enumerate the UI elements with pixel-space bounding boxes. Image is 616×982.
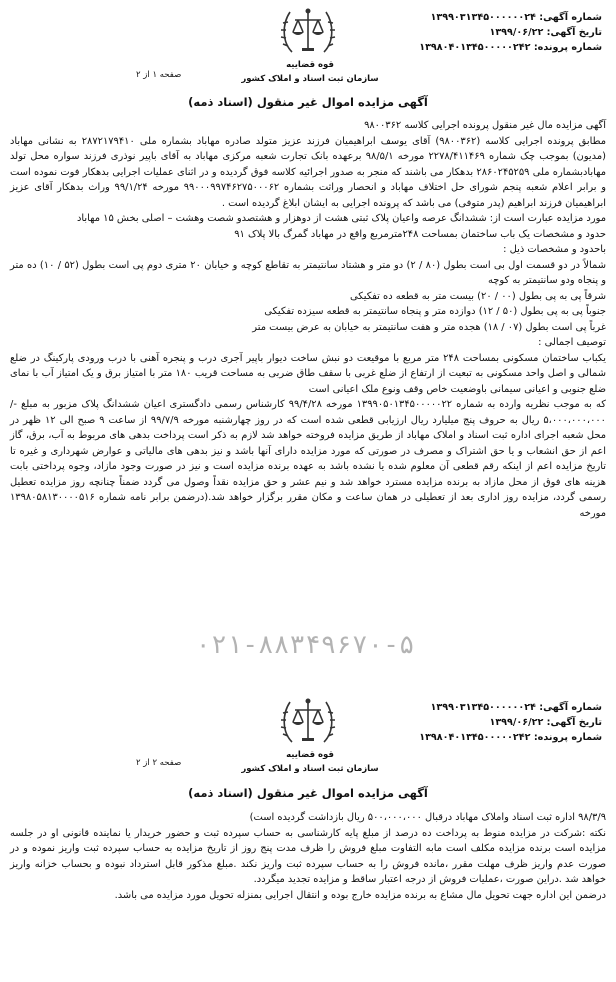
page-number: صفحه ۲ از ۲ [136,758,182,768]
notice-page-2 [0,690,616,982]
notice-paragraph: درضمن این اداره جهت تحویل مال مشاع به برنده مزایده خارج بوده و انتقال اجرایی بمنزله تحویل مورد مزایده می باشد. [114,889,606,901]
notice-paragraph: حدود و مشخصات یک باب ساختمان بمساحت ۲۴۸مترمربع واقع در مهاباد گمرگ بالا پلاک ۹۱ [234,228,606,240]
judiciary-label: قوه قضاییه [286,60,334,70]
notice-paragraph: جنوباً پی به پی بطول (۵۰ / ۱۲) دوازده متر و پنجاه سانتیمتر به قطعه سیزده تفکیکی [264,306,606,317]
notice-body [10,118,606,521]
notice-title: آگهی مزایده اموال غیر منقول (اسناد ذمه) [188,95,428,109]
notice-paragraph: توصیف اجمالی : [538,337,606,348]
scales-of-justice-emblem-icon [278,2,338,62]
notice-paragraph: غرباً پی است بطول (۰۷ / ۱۸) هجده متر و هفت سانتیمتر به خیابان به عرض بیست متر [252,321,606,333]
notice-paragraph: شرقاً پی به پی بطول (۰۰ / ۲۰) بیست متر به قطعه ده تفکیکی [350,290,606,302]
notice-paragraph: مورد مزایده عبارت است از: ششدانگ عرصه واعیان پلاک ثبتی هشت از دوهزار و هشتصدو شصت وهشت – اصلی بخش ۱۵ مهاباد [76,213,606,224]
notice-number: شماره آگهی: ۱۳۹۹۰۳۱۳۴۵۰۰۰۰۰۰۲۴ [430,12,602,23]
notice-number: شماره آگهی: ۱۳۹۹۰۳۱۳۴۵۰۰۰۰۰۰۲۴ [430,702,602,713]
scales-of-justice-emblem-icon [278,692,338,752]
notice-paragraph: که به موجب نظریه وارده به شماره ۱۳۹۹۰۵۰۱۳۴۵۰۰۰۰۰۲۲ مورخه ۹۹/۴/۲۸ کارشناس رسمی دادگستری اعیان ششدانگ پلاک مزبور به مبلغ -/۵،۰۰۰،۰۰۰،۰۰۰ ریال به حروف پنج میلیارد ریال ارزیابی قطعی شده است که در روز چهارشنبه مورخه ۹۹/۷/۹ از ساعت ۹ صبح الی ۱۲ ظهر در محل شعبه اجرای اداره ثبت اسناد و املاک مهاباد از طریق مزایده فروخته خواهد شد لازم به ذکر است پرداخت بدهی های مربوط به آب، برق، گاز اعم از حق انشعاب و یا حق اشتراک و مصرف در صورتی که مورد مزایده دارای آنها باشد و نیز بدهی های مالیاتی و عوارض شهرداری و غیره تا تاریخ مزایده اعم از اینکه رقم قطعی آن معلوم شده یا نشده باشد به عهده برنده مزایده است و نیز در صورت وجود مازاد، وجوه پرداختی بابت هزینه های فوق از محل مازاد به برنده مزایده مسترد خواهد شد و نیم عشر و حق مزایده نقداً وصول می گردد ضمناً چنانچه روز مزایده تعطیل رسمی گردد، مزایده روز اداری بعد از تعطیلی در همان ساعت و مکان مقرر برگزار خواهد شد.(درضمن برابر نامه شماره ۱۳۹۸۰۵۸۱۳۰۰۰۰۵۱۶ مورخه [10,399,606,519]
watermark-phone: ۰۲۱-۸۸۳۴۹۶۷۰-۵ [195,630,415,660]
notice-paragraph: یکباب ساختمان مسکونی بمساحت ۲۴۸ متر مربع با موقیعت دو نبش ساخت دیوار باپیر آجری درب و پنجره آهنی با درب ورودی پارکینگ در ضلع شمالی و اصل واحد مسکونی به تبعیت از ارتفاع از ضلع غربی با سقف طاق ضربی به مساحت قریب ۱۸۰ متر با امتیاز برق و یک امتیاز آب با نمای ضلع جنوبی و اعیانی سیمانی باوضعیت خاص وقف ونوع ملک اعیانی است [10,352,606,395]
notice-date: تاریخ آگهی: ۱۳۹۹/۰۶/۲۲ [489,717,602,728]
case-number: شماره پرونده: ۱۳۹۸۰۴۰۱۳۴۵۰۰۰۰۰۲۴۲ [419,42,602,53]
notice-meta [419,10,602,55]
notice-paragraph: آگهی مزایده مال غیر منقول پرونده اجرایی کلاسه ۹۸۰۰۳۶۲ [364,120,606,131]
notice-meta [419,700,602,745]
case-number: شماره پرونده: ۱۳۹۸۰۴۰۱۳۴۵۰۰۰۰۰۲۴۲ [419,732,602,743]
notice-paragraph: باحدود و مشخصات ذیل : [503,244,606,255]
notice-paragraph: مطابق پرونده اجرایی کلاسه (۹۸۰۰۳۶۲) آقای یوسف ابراهیمیان فرزند عزیز متولد صادره مهاباد بشماره ملی ۲۸۷۲۱۷۹۴۱۰ به نشانی مهاباد (مدیون) بموجب چک شماره ۲۲۷۸/۴۱۱۴۶۹ مورخه ۹۸/۵/۱ برعهده بانک تجارت شعبه مرکزی مهاباد به آقای باپیر نوذری فرزند سواره محل تولد مهابادبشماره ملی ۲۸۶۰۲۴۵۲۵۹ بدهکار می باشند که منجر به صدور اجرائیه کلاسه فوق گردیده و در اثنای عملیات اجرایی بدهکار فوت نموده است و برابر اعلام شعبه پنجم شورای حل اختلاف مهاباد و انحصار وراثت بشماره ۹۹۰۰۰۹۹۷۴۶۲۷۵۰۰۰۶۲ مورخه ۹۹/۱/۲۴ وراث بدهکار آقای عزیز ابراهیمیان فرزند ابراهیم (پدر متوفی) می باشد که پرونده اجرایی به ایشان ابلاغ گردیده است . [10,135,607,209]
registry-org-label: سازمان ثبت اسناد و املاک کشور [241,74,379,84]
notice-paragraph: نکته :شرکت در مزایده منوط به پرداخت ده درصد از مبلغ پایه کارشناسی به حساب سپرده ثبت و حضور خریدار یا نماینده قانونی او در جلسه مزایده است برنده مزایده مکلف است مابه التفاوت مبلغ فروش را ظرف مدت پنج روز از تاریخ مزایده به حساب سپرده ثبت واریز نموده و در صورت عدم واریز ظرف مهلت مقرر ،مانده فروش را به حساب سپرده ثبت واریز نکند .مبلغ مذکور قابل استرداد نبوده و بحساب خزانه واریز خواهد شد .دراین صورت ،عملیات فروش از درجه اعتبار ساقط و مزایده تجدید میگردد. [10,827,606,885]
registry-org-label: سازمان ثبت اسناد و املاک کشور [241,764,379,774]
notice-body [10,810,606,903]
notice-title: آگهی مزایده اموال غیر منقول (اسناد ذمه) [188,786,428,800]
notice-paragraph: ۹۸/۳/۹ اداره ثبت اسناد واملاک مهاباد درقبال ۵۰۰،۰۰۰،۰۰۰ ریال بازداشت گردیده است) [249,812,606,823]
notice-date: تاریخ آگهی: ۱۳۹۹/۰۶/۲۲ [489,27,602,38]
judiciary-label: قوه قضاییه [286,750,334,760]
page-number: صفحه ۱ از ۲ [136,70,182,80]
notice-paragraph: شمالاً در دو قسمت اول بی است بطول (۸۰ / ۲) دو متر و هشتاد سانتیمتر به تقاطع کوچه و خیابان ۲۰ متری دوم پی است بطول (۵۲ / ۱۰) ده متر و پنجاه ودو سانتیمتر به کوچه [10,259,607,286]
